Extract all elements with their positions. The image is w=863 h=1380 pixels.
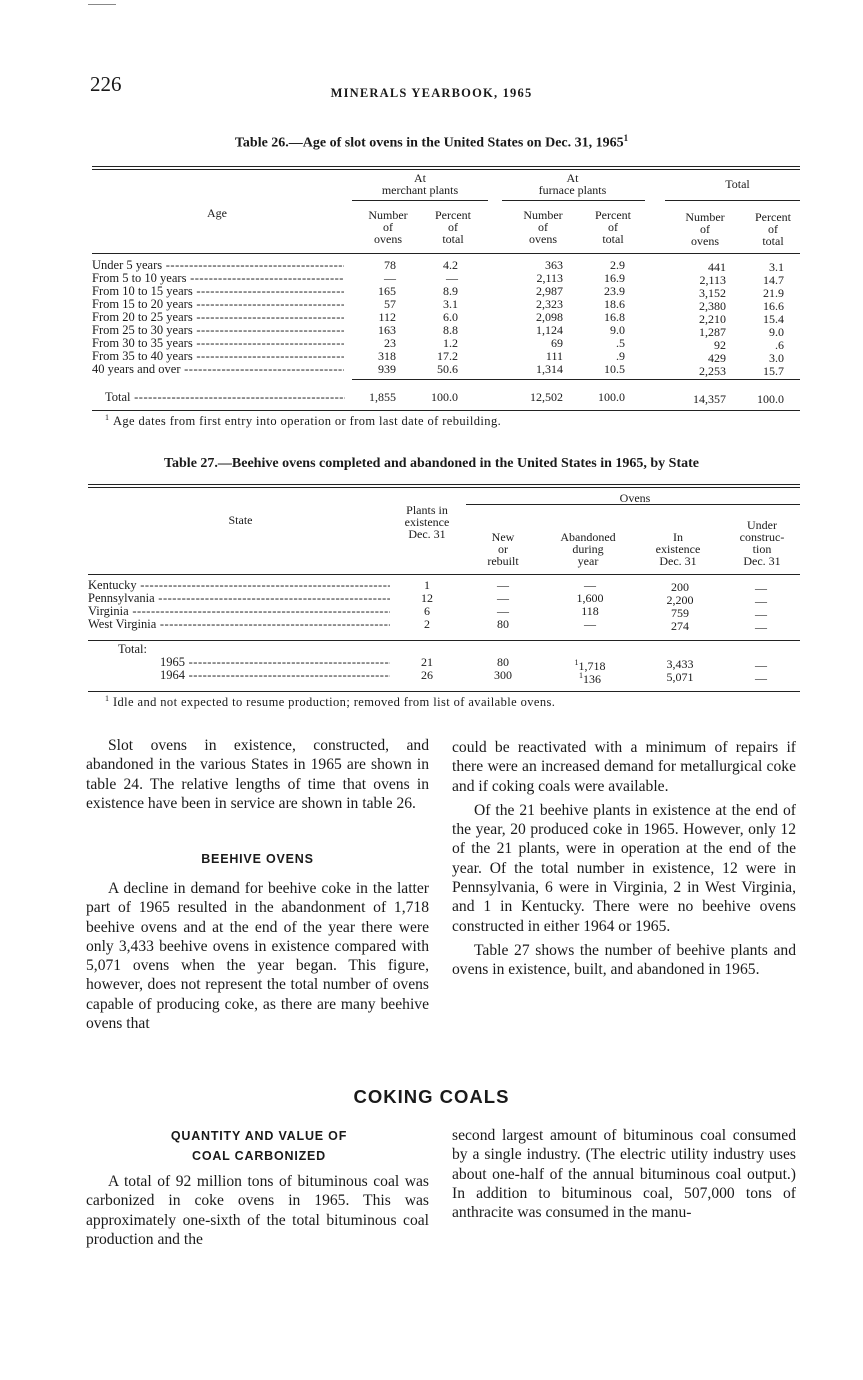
table26-sub-number-1: Number of ovens xyxy=(368,208,408,246)
table27-col-plants: Plants in existence Dec. 31 xyxy=(404,503,450,541)
table26-row-label: From 15 to 20 years ----- xyxy=(92,298,344,311)
table27-row-label: West Virginia ----- xyxy=(88,618,390,631)
table26-total-fn: 12,502 xyxy=(530,390,563,404)
table26-cell: 2,113 xyxy=(699,273,726,287)
table26-top-rule-2 xyxy=(92,169,800,170)
table27-total-rule xyxy=(88,640,800,641)
table26-cell: 9.0 xyxy=(769,325,784,339)
table27-cell: — xyxy=(755,658,767,672)
table27-footnote: $^1$ Idle and not expected to resume production; removed from list of available ovens. xyxy=(105,694,556,710)
table26-cell: 69 xyxy=(551,336,563,350)
table26-cell: 112 xyxy=(378,310,396,324)
table26-rule-total xyxy=(665,200,800,201)
table26-cell: 3.1 xyxy=(769,260,784,274)
table27-row-label: Kentucky ----- xyxy=(88,579,390,592)
table26-cell: 16.8 xyxy=(604,310,625,324)
table26-bottom-rule xyxy=(92,410,800,411)
table27-cell: 6 xyxy=(424,604,430,618)
table27-cell: 21 xyxy=(421,655,433,669)
table26-header-rule xyxy=(92,253,800,254)
table26-cell: 2,323 xyxy=(536,297,563,311)
footnote-mark: 1 xyxy=(574,658,579,667)
table26-cell: 21.9 xyxy=(763,286,784,300)
quantity-value-heading: QUANTITY AND VALUE OF COAL CARBONIZED xyxy=(170,1129,348,1163)
table26-row-label: Under 5 years ----- xyxy=(92,259,344,272)
table27-cell: 1 xyxy=(424,578,430,592)
table27-header-rule xyxy=(88,574,800,575)
table26-cell: 2,253 xyxy=(699,364,726,378)
table27-cell: 2,200 xyxy=(666,593,694,607)
table26-cell: 14.7 xyxy=(763,273,784,287)
table26-sub-percent-3: Percent of total xyxy=(755,210,791,248)
table27-cell: — xyxy=(497,591,509,605)
table27-cell: — xyxy=(755,594,767,608)
paragraph: Slot ovens in existence, constructed, and abandoned in the various States in 1965 are shown in table 24. The relative lengths of time that ovens in existence have been in service are shown in table 26. xyxy=(86,737,429,812)
table26-cell: 9.0 xyxy=(610,323,625,337)
table27-cell: 300 xyxy=(494,668,512,682)
paragraph: Of the 21 beehive plants in existence at the end of the year, 20 produced coke in 1965. However, only 12 of the 21 plants, were in operation at the end of the year. Of the total number in existence, 12 were in Pennsylvania, 6 were in Virginia, 2 in West Virginia, and 1 in Kentucky. There were no beehive ovens constructed in either 1964 or 1965. xyxy=(452,801,796,935)
table26-cell: 2,987 xyxy=(536,284,563,298)
table27-abandoned-value: 136 xyxy=(583,672,601,686)
table27-col-in-existence: In existence Dec. 31 xyxy=(655,530,701,568)
table26-cell: .6 xyxy=(775,338,784,352)
table26-cell: 1,287 xyxy=(699,325,726,339)
table26-cell: 17.2 xyxy=(437,349,458,363)
table26-cell: 8.9 xyxy=(443,284,458,298)
table27-cell: 80 xyxy=(497,655,509,669)
table27-cell: 2 xyxy=(424,617,430,631)
table27-cell: 200 xyxy=(671,580,689,594)
table27-group-ovens: Ovens xyxy=(619,491,651,505)
table26-cell: 16.6 xyxy=(763,299,784,313)
table27-row-label: Pennsylvania ----- xyxy=(88,592,390,605)
table26-cell: 78 xyxy=(384,258,396,272)
table26-sub-number-2: Number of ovens xyxy=(523,208,563,246)
table27-ovens-rule xyxy=(466,504,800,505)
table27-cell: 80 xyxy=(497,617,509,631)
table27-total-year: 1964 ----- xyxy=(160,669,390,682)
table26-cell: 2,098 xyxy=(536,310,563,324)
table26-cell: .9 xyxy=(616,349,625,363)
table27-top-rule-2 xyxy=(88,487,800,488)
table26-cell: 1.2 xyxy=(443,336,458,350)
table26-cell: 6.0 xyxy=(443,310,458,324)
table26-cell: 318 xyxy=(378,349,396,363)
table27-row-label: Virginia ----- xyxy=(88,605,390,618)
table26-cell: 939 xyxy=(378,362,396,376)
table26-cell: — xyxy=(384,271,396,285)
table27-cell: 118 xyxy=(581,604,599,618)
table26-cell: 3.1 xyxy=(443,297,458,311)
table26-cell: 16.9 xyxy=(604,271,625,285)
table27-caption: Table 27.—Beehive ovens completed and abandoned in the United States in 1965, by State xyxy=(163,456,700,471)
table27-col-new: New or rebuilt xyxy=(487,530,519,568)
table26-cell: 23 xyxy=(384,336,396,350)
table26-cell: 50.6 xyxy=(437,362,458,376)
table26-row-label: From 20 to 25 years ----- xyxy=(92,311,344,324)
table27-total-year: 1965 ----- xyxy=(160,656,390,669)
table26-cell: 363 xyxy=(545,258,563,272)
running-head: MINERALS YEARBOOK, 1965 xyxy=(330,86,533,100)
paragraph: could be reactivated with a minimum of repairs if there were an increased demand for metallurgical coke and if coking coals were available. xyxy=(452,739,796,795)
paragraph: Table 27 shows the number of beehive plants and ovens in existence, built, and abandoned in 1965. xyxy=(452,941,796,979)
table26-row-label: 40 years and over ----- xyxy=(92,363,344,376)
table27-cell: 12 xyxy=(421,591,433,605)
table26-cell: 92 xyxy=(714,338,726,352)
table27-cell: — xyxy=(755,607,767,621)
table26-cell: 2,380 xyxy=(699,299,726,313)
paragraph: A decline in demand for beehive coke in the latter part of 1965 resulted in the abandonment of 1,718 beehive ovens and at the end of the year there were only 3,433 beehive ovens in existence compared with 5,071 ovens when the year began. This figure, however, does not represent the total number of ovens capable of producing coke, as there are many beehive ovens that xyxy=(86,880,429,1033)
beehive-ovens-heading: BEEHIVE OVENS xyxy=(201,852,314,866)
left-column-bottom xyxy=(86,1172,429,1249)
table26-total-mp: 100.0 xyxy=(431,390,458,404)
table26-cell: 2,210 xyxy=(699,312,726,326)
table26-rule-merchant xyxy=(352,200,488,201)
table26-sub-percent-1: Percent of total xyxy=(435,208,471,246)
table26-cell: 1,314 xyxy=(536,362,563,376)
table26-cell: 441 xyxy=(708,260,726,274)
table26-cell: 18.6 xyxy=(604,297,625,311)
right-column-bottom xyxy=(452,1126,796,1222)
paragraph: A total of 92 million tons of bituminous coal was carbonized in coke ovens in 1965. This was approximately one-sixth of the total bituminous coal production and the xyxy=(86,1173,429,1248)
table27-cell: — xyxy=(755,620,767,634)
table26-footnote: $^1$ Age dates from first entry into operation or from last date of rebuilding. xyxy=(105,413,502,429)
table26-total-label: Total ----- xyxy=(105,391,345,404)
table26-cell: — xyxy=(446,271,458,285)
table26-cell: 3,152 xyxy=(699,286,726,300)
table27-cell: 1,600 xyxy=(576,591,604,605)
table27-col-abandoned: Abandoned during year xyxy=(560,530,616,568)
table26-sub-percent-2: Percent of total xyxy=(595,208,631,246)
table27-cell: 5,071 xyxy=(666,670,694,684)
table27-cell: — xyxy=(497,578,509,592)
table26-row-label: From 5 to 10 years ----- xyxy=(92,272,344,285)
table26-cell: 2,113 xyxy=(536,271,563,285)
table26-rule-furnace xyxy=(502,200,645,201)
table26-sub-number-3: Number of ovens xyxy=(685,210,725,248)
table27-abandoned-value: 1,718 xyxy=(578,659,606,673)
table26-group-furnace: At furnace plants xyxy=(538,171,607,197)
table26-cell: 23.9 xyxy=(604,284,625,298)
table26-row-label: From 25 to 30 years ----- xyxy=(92,324,344,337)
table26-total-rule xyxy=(352,379,800,380)
table26-row-label: From 30 to 35 years ----- xyxy=(92,337,344,350)
table26-cell: 165 xyxy=(378,284,396,298)
table26-row-label: From 35 to 40 years ----- xyxy=(92,350,344,363)
table26-group-merchant: At merchant plants xyxy=(381,171,459,197)
table26-cell: 4.2 xyxy=(443,258,458,272)
table26-cell: 57 xyxy=(384,297,396,311)
table26-row-label: From 10 to 15 years ----- xyxy=(92,285,344,298)
table26-cell: 163 xyxy=(378,323,396,337)
table26-cell: .5 xyxy=(616,336,625,350)
left-column-top xyxy=(86,736,429,813)
table27-col-state: State xyxy=(228,513,253,527)
table27-cell: — xyxy=(584,578,596,592)
table27-top-rule xyxy=(88,484,800,485)
table27-cell: 274 xyxy=(671,619,689,633)
table26-cell: 2.9 xyxy=(610,258,625,272)
page-number: 226 xyxy=(90,72,122,96)
table26-cell: 1,124 xyxy=(536,323,563,337)
table27-col-under-construction: Under construc- tion Dec. 31 xyxy=(739,518,785,568)
scan-mark xyxy=(88,4,116,5)
table26-cell: 8.8 xyxy=(443,323,458,337)
table27-bottom-rule xyxy=(88,691,800,692)
paragraph: second largest amount of bituminous coal consumed by a single industry. (The electric utility industry uses about one-half of the annual bituminous coal output.) In addition to bituminous coal, 507,000 tons of anthracite was consumed in the manu- xyxy=(452,1127,796,1222)
table26-cell: 15.4 xyxy=(763,312,784,326)
table26-total-tp: 100.0 xyxy=(757,392,784,406)
table27-cell xyxy=(550,669,630,686)
table26-cell: 10.5 xyxy=(604,362,625,376)
table27-cell: 759 xyxy=(671,606,689,620)
table26-total-mn: 1,855 xyxy=(369,390,396,404)
table26-cell: 429 xyxy=(708,351,726,365)
right-column-top xyxy=(452,738,796,980)
left-column-beehive xyxy=(86,879,429,1033)
table26-top-rule xyxy=(92,166,800,167)
table26-caption: Table 26.—Age of slot ovens in the United States on Dec. 31, 1965$^1$ xyxy=(234,133,629,151)
table27-cell: — xyxy=(755,671,767,685)
table27-total-label: Total: xyxy=(118,642,147,656)
table26-col-age: Age xyxy=(207,206,227,220)
footnote-mark: 1 xyxy=(579,671,583,680)
table26-cell: 3.0 xyxy=(769,351,784,365)
table26-cell: 111 xyxy=(545,349,563,363)
table27-cell: 3,433 xyxy=(666,657,694,671)
table27-cell: — xyxy=(755,581,767,595)
table26-total-fp: 100.0 xyxy=(598,390,625,404)
table27-cell: — xyxy=(497,604,509,618)
table26-total-tn: 14,357 xyxy=(693,392,726,406)
table27-cell: — xyxy=(584,617,596,631)
table26-cell: 15.7 xyxy=(763,364,784,378)
table27-cell: 26 xyxy=(421,668,433,682)
coking-coals-heading: COKING COALS xyxy=(353,1086,510,1107)
table26-group-total: Total xyxy=(725,177,750,191)
